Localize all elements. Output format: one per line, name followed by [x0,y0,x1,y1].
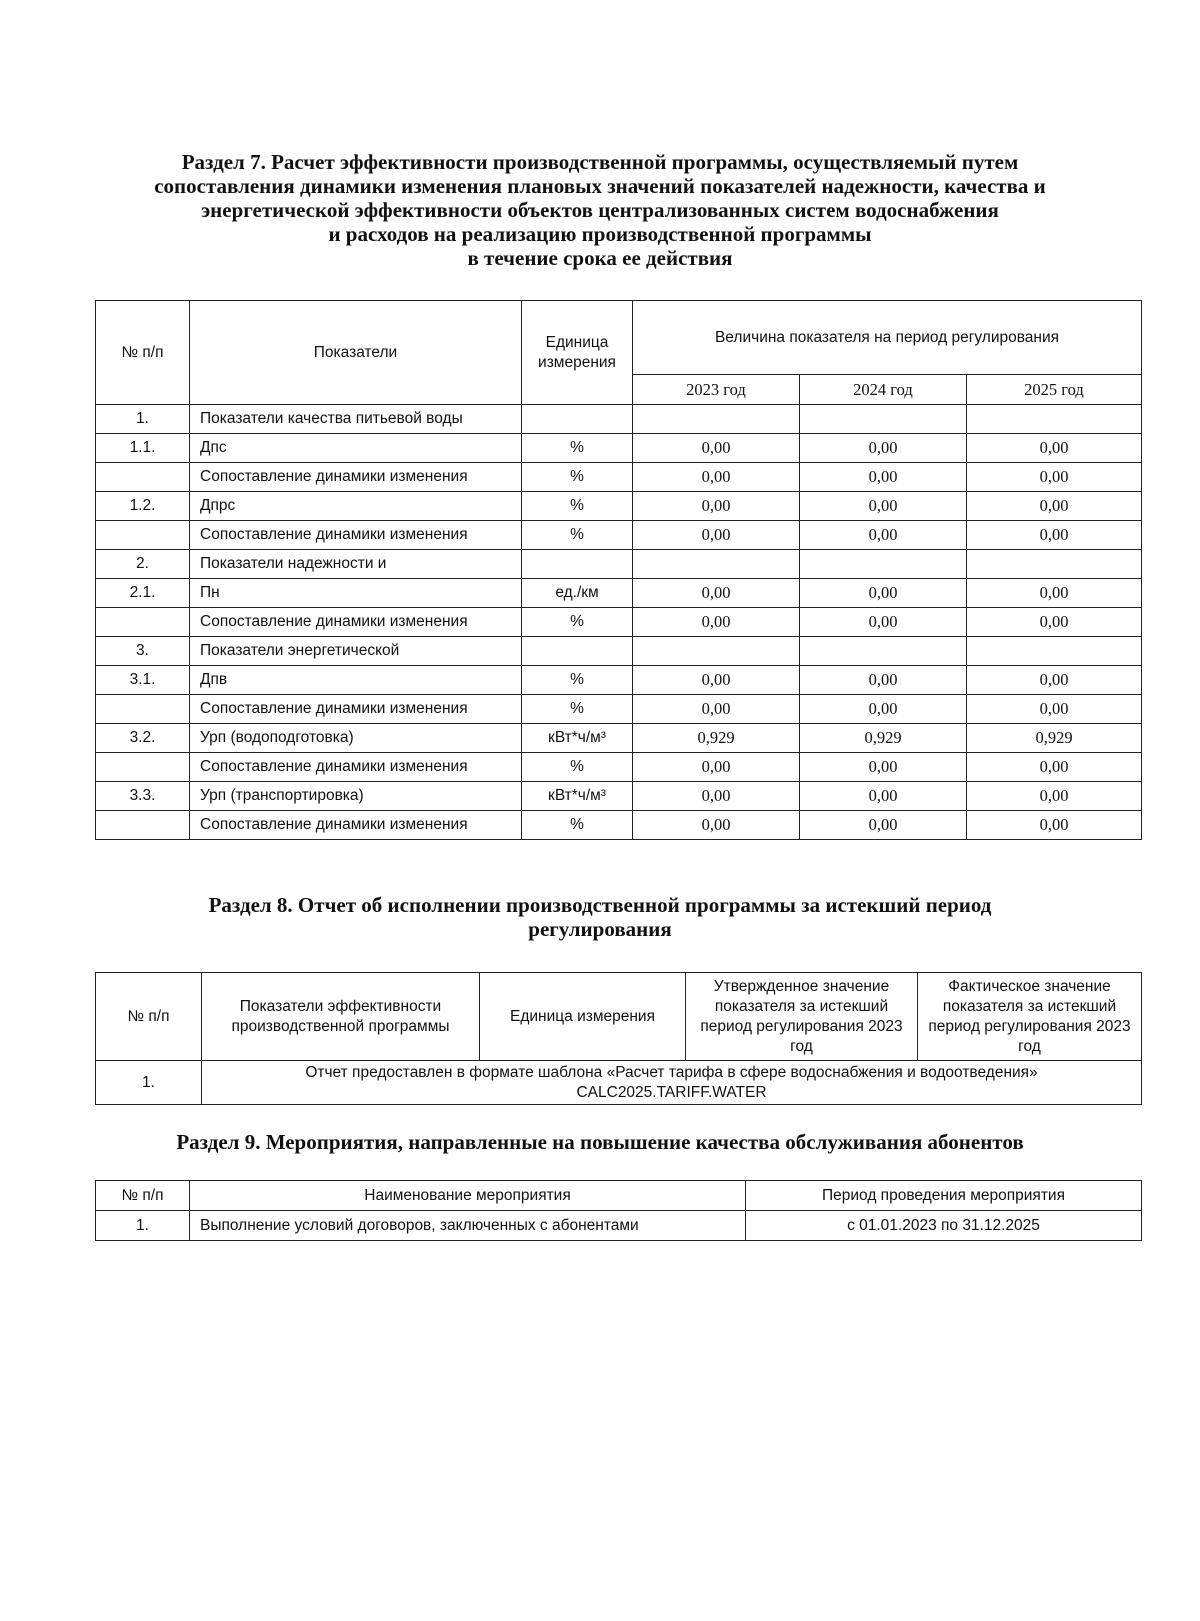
header-period: Величина показателя на период регулирования [633,301,1142,375]
value-2025: 0,00 [967,608,1142,637]
report-note [202,1061,1142,1105]
table-row [96,579,1142,608]
row-num: 3. [96,637,190,666]
row-num: 3.2. [96,724,190,753]
section8-title-line: регулирования [528,917,672,941]
unit-cell: % [522,695,633,724]
table-row [96,608,1142,637]
indicator-name: Дпрс [190,492,522,521]
header-year: 2024 год [800,375,967,405]
value-2023: 0,00 [633,608,800,637]
value-2023 [633,637,800,666]
value-2024: 0,00 [800,608,967,637]
section7-title-line: сопоставления динамики изменения плановых значений показателей надежности, качества и [154,174,1046,198]
row-num: 1. [96,405,190,434]
unit-cell [522,550,633,579]
value-2023: 0,00 [633,811,800,840]
value-2023: 0,00 [633,434,800,463]
indicator-name: Сопоставление динамики изменения [190,521,522,550]
table-row [96,724,1142,753]
table-row [96,782,1142,811]
unit-cell: % [522,666,633,695]
value-2024: 0,00 [800,434,967,463]
unit-cell: кВт*ч/м³ [522,724,633,753]
indicator-name: Сопоставление динамики изменения [190,753,522,782]
value-2025 [967,637,1142,666]
value-2025 [967,550,1142,579]
value-2024: 0,00 [800,521,967,550]
unit-cell: % [522,434,633,463]
event-period: с 01.01.2023 по 31.12.2025 [746,1211,1142,1241]
unit-cell: % [522,811,633,840]
value-2024 [800,405,967,434]
row-num [96,608,190,637]
value-2023: 0,00 [633,753,800,782]
table-row [96,492,1142,521]
value-2023: 0,00 [633,782,800,811]
table-row [96,521,1142,550]
value-2025 [967,405,1142,434]
header-year: 2025 год [967,375,1142,405]
header-actual-value: Фактическое значение показателя за истекший период регулирования 2023 год [918,973,1142,1061]
row-num: 1. [96,1211,190,1241]
header-num: № п/п [96,973,202,1061]
header-unit: Единица измерения [480,973,686,1061]
table-row [96,695,1142,724]
unit-cell [522,637,633,666]
value-2023: 0,00 [633,521,800,550]
indicator-name: Показатели качества питьевой воды [190,405,522,434]
value-2025: 0,00 [967,695,1142,724]
value-2025: 0,929 [967,724,1142,753]
unit-cell: кВт*ч/м³ [522,782,633,811]
indicator-name: Показатели надежности и [190,550,522,579]
section7-title [0,150,1200,270]
value-2024: 0,00 [800,492,967,521]
row-num [96,753,190,782]
indicator-name: Урп (водоподготовка) [190,724,522,753]
header-year: 2023 год [633,375,800,405]
value-2024: 0,00 [800,782,967,811]
indicator-name: Сопоставление динамики изменения [190,811,522,840]
value-2023: 0,00 [633,492,800,521]
indicator-name: Дпс [190,434,522,463]
row-num: 1.1. [96,434,190,463]
header-indicator: Показатели эффективности производственной программы [202,973,480,1061]
value-2025: 0,00 [967,521,1142,550]
value-2024 [800,637,967,666]
table-row [96,666,1142,695]
value-2024: 0,00 [800,666,967,695]
row-num [96,463,190,492]
section7-title-line: в течение срока ее действия [467,246,733,270]
value-2025: 0,00 [967,579,1142,608]
value-2023 [633,550,800,579]
unit-cell: % [522,521,633,550]
value-2023: 0,00 [633,579,800,608]
table-row [96,753,1142,782]
table-row [96,1211,1142,1241]
row-num: 1. [96,1061,202,1105]
indicator-name: Дпв [190,666,522,695]
value-2024: 0,00 [800,579,967,608]
value-2024: 0,00 [800,463,967,492]
value-2025: 0,00 [967,753,1142,782]
value-2023: 0,929 [633,724,800,753]
row-num [96,811,190,840]
unit-cell: % [522,463,633,492]
section9-title: Раздел 9. Мероприятия, направленные на повышение качества обслуживания абонентов [176,1130,1024,1154]
value-2024: 0,00 [800,695,967,724]
unit-cell: % [522,492,633,521]
header-event-name: Наименование мероприятия [190,1181,746,1211]
header-event-period: Период проведения мероприятия [746,1181,1142,1211]
value-2024: 0,00 [800,753,967,782]
row-num [96,695,190,724]
value-2023: 0,00 [633,695,800,724]
header-approved-value: Утвержденное значение показателя за истекший период регулирования 2023 год [686,973,918,1061]
section7-title-line: энергетической эффективности объектов централизованных систем водоснабжения [201,198,999,222]
row-num: 3.3. [96,782,190,811]
row-num: 3.1. [96,666,190,695]
value-2024 [800,550,967,579]
section8-title-line: Раздел 8. Отчет об исполнении производственной программы за истекший период [208,893,992,917]
section7-title-line: и расходов на реализацию производственной программы [328,222,872,246]
header-unit: Единица измерения [522,301,633,405]
value-2023: 0,00 [633,463,800,492]
row-num: 2.1. [96,579,190,608]
table-row [96,1061,1142,1105]
table-row [96,550,1142,579]
event-name: Выполнение условий договоров, заключенных с абонентами [190,1211,746,1241]
report-note-line: CALC2025.TARIFF.WATER [576,1083,767,1101]
table-row [96,434,1142,463]
value-2025: 0,00 [967,666,1142,695]
indicator-name: Сопоставление динамики изменения [190,695,522,724]
unit-cell: % [522,753,633,782]
value-2024: 0,00 [800,811,967,840]
report-note-line: Отчет предоставлен в формате шаблона «Расчет тарифа в сфере водоснабжения и водоотведения» [305,1063,1038,1081]
indicator-name: Показатели энергетической [190,637,522,666]
section8-table [95,972,1142,1105]
section9-table [95,1180,1142,1241]
table-row [96,637,1142,666]
row-num [96,521,190,550]
value-2025: 0,00 [967,782,1142,811]
unit-cell: % [522,608,633,637]
table-row [96,405,1142,434]
indicator-name: Пн [190,579,522,608]
value-2025: 0,00 [967,811,1142,840]
value-2023 [633,405,800,434]
row-num: 2. [96,550,190,579]
value-2024: 0,929 [800,724,967,753]
section7-title-line: Раздел 7. Расчет эффективности производственной программы, осуществляемый путем [181,150,1019,174]
indicator-name: Сопоставление динамики изменения [190,608,522,637]
indicator-name: Сопоставление динамики изменения [190,463,522,492]
section8-title [0,893,1200,941]
value-2025: 0,00 [967,463,1142,492]
section7-table [95,300,1142,840]
unit-cell: ед./км [522,579,633,608]
table-row [96,463,1142,492]
section7-table-body [96,405,1142,840]
unit-cell [522,405,633,434]
header-indicator: Показатели [190,301,522,405]
header-num: № п/п [96,301,190,405]
table-row [96,811,1142,840]
row-num: 1.2. [96,492,190,521]
value-2025: 0,00 [967,492,1142,521]
indicator-name: Урп (транспортировка) [190,782,522,811]
header-num: № п/п [96,1181,190,1211]
value-2025: 0,00 [967,434,1142,463]
value-2023: 0,00 [633,666,800,695]
